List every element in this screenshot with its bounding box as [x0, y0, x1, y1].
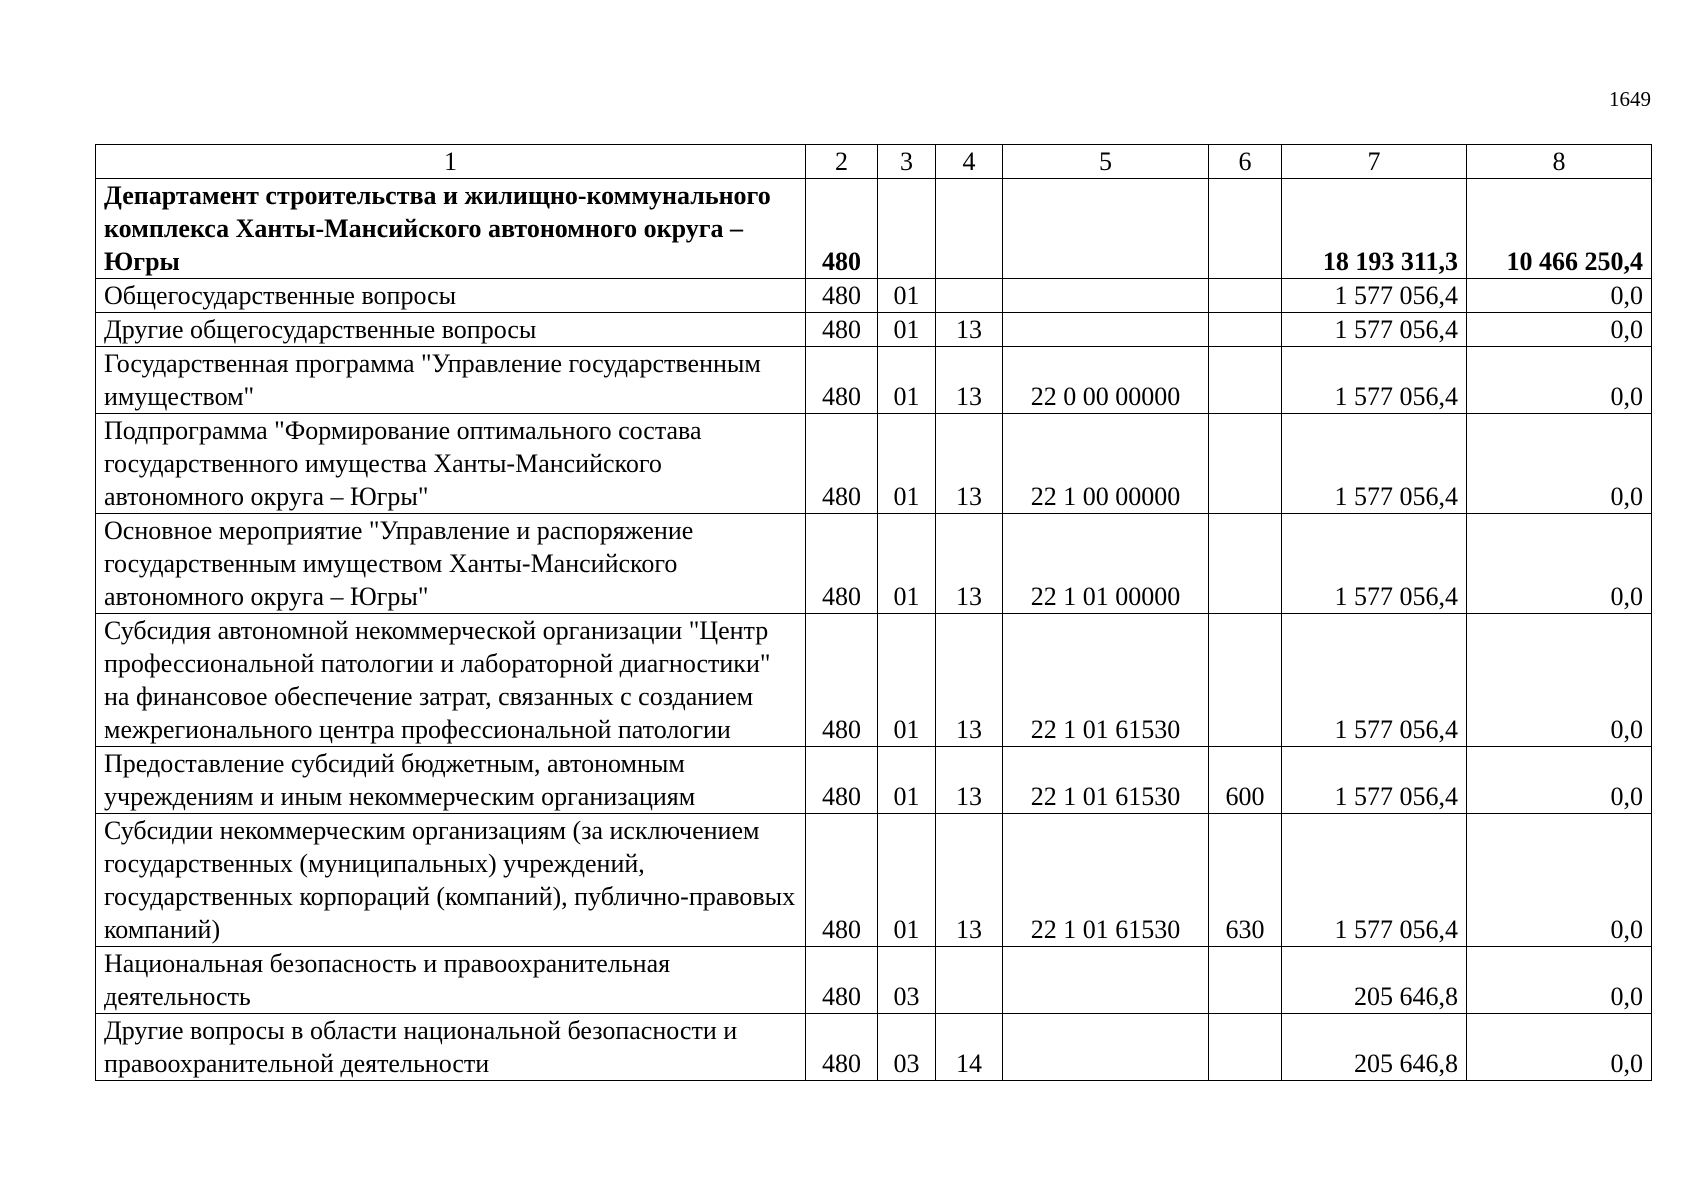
- table-header-row: [96, 145, 1652, 179]
- table-row: [96, 814, 1652, 947]
- column-header-6: 6: [1209, 145, 1282, 179]
- cell-col-3: 01: [878, 414, 936, 514]
- cell-col-2: 480: [806, 1014, 878, 1081]
- cell-col-5: [1003, 313, 1209, 347]
- row-name: Национальная безопасность и правоохранительная деятельность: [96, 947, 806, 1014]
- cell-col-8: 0,0: [1467, 279, 1652, 313]
- cell-col-6: [1209, 179, 1282, 279]
- cell-col-4: 13: [936, 614, 1003, 747]
- table-row: [96, 414, 1652, 514]
- cell-col-7: 1 577 056,4: [1282, 514, 1467, 614]
- row-name: Субсидии некоммерческим организациям (за исключением государственных (муниципальных) учреждений, государственных корпораций (компаний), публично-правовых компаний): [96, 814, 806, 947]
- cell-col-2: 480: [806, 179, 878, 279]
- cell-col-7: 1 577 056,4: [1282, 614, 1467, 747]
- row-name: Предоставление субсидий бюджетным, автономным учреждениям и иным некоммерческим организациям: [96, 747, 806, 814]
- cell-col-7: 205 646,8: [1282, 947, 1467, 1014]
- table-row: [96, 279, 1652, 313]
- cell-col-2: 480: [806, 279, 878, 313]
- cell-col-3: 01: [878, 814, 936, 947]
- column-header-2: 2: [806, 145, 878, 179]
- cell-col-6: [1209, 313, 1282, 347]
- row-name: Субсидия автономной некоммерческой организации "Центр профессиональной патологии и лабораторной диагностики" на финансовое обеспечение затрат, связанных с созданием межрегионального центра профессиональной патологии: [96, 614, 806, 747]
- budget-table: [95, 144, 1652, 1081]
- cell-col-6: 630: [1209, 814, 1282, 947]
- cell-col-7: 1 577 056,4: [1282, 814, 1467, 947]
- cell-col-7: 1 577 056,4: [1282, 747, 1467, 814]
- cell-col-8: 0,0: [1467, 947, 1652, 1014]
- table-row: [96, 747, 1652, 814]
- cell-col-6: [1209, 614, 1282, 747]
- cell-col-6: [1209, 947, 1282, 1014]
- cell-col-3: 01: [878, 347, 936, 414]
- cell-col-2: 480: [806, 614, 878, 747]
- cell-col-6: [1209, 279, 1282, 313]
- cell-col-7: 1 577 056,4: [1282, 414, 1467, 514]
- cell-col-8: 0,0: [1467, 414, 1652, 514]
- cell-col-3: 01: [878, 279, 936, 313]
- row-name: Государственная программа "Управление государственным имуществом": [96, 347, 806, 414]
- cell-col-6: [1209, 1014, 1282, 1081]
- column-header-4: 4: [936, 145, 1003, 179]
- row-name: Департамент строительства и жилищно-коммунального комплекса Ханты-Мансийского автономного округа – Югры: [96, 179, 806, 279]
- cell-col-8: 0,0: [1467, 514, 1652, 614]
- table-row: [96, 947, 1652, 1014]
- table-row: [96, 313, 1652, 347]
- cell-col-5: 22 1 01 61530: [1003, 614, 1209, 747]
- row-name: Общегосударственные вопросы: [96, 279, 806, 313]
- cell-col-8: 0,0: [1467, 313, 1652, 347]
- cell-col-3: 01: [878, 747, 936, 814]
- row-name: Другие общегосударственные вопросы: [96, 313, 806, 347]
- column-header-7: 7: [1282, 145, 1467, 179]
- cell-col-7: 1 577 056,4: [1282, 313, 1467, 347]
- cell-col-5: 22 0 00 00000: [1003, 347, 1209, 414]
- cell-col-7: 1 577 056,4: [1282, 279, 1467, 313]
- column-header-8: 8: [1467, 145, 1652, 179]
- cell-col-7: 18 193 311,3: [1282, 179, 1467, 279]
- row-name: Другие вопросы в области национальной безопасности и правоохранительной деятельности: [96, 1014, 806, 1081]
- cell-col-8: 0,0: [1467, 614, 1652, 747]
- cell-col-6: 600: [1209, 747, 1282, 814]
- cell-col-2: 480: [806, 747, 878, 814]
- cell-col-8: 0,0: [1467, 814, 1652, 947]
- cell-col-3: 01: [878, 313, 936, 347]
- cell-col-6: [1209, 514, 1282, 614]
- cell-col-5: [1003, 947, 1209, 1014]
- cell-col-2: 480: [806, 313, 878, 347]
- cell-col-2: 480: [806, 514, 878, 614]
- cell-col-4: [936, 179, 1003, 279]
- table-row: [96, 514, 1652, 614]
- cell-col-4: 13: [936, 313, 1003, 347]
- cell-col-5: [1003, 279, 1209, 313]
- table-row: [96, 179, 1652, 279]
- cell-col-5: 22 1 00 00000: [1003, 414, 1209, 514]
- cell-col-4: 13: [936, 347, 1003, 414]
- cell-col-3: 01: [878, 514, 936, 614]
- cell-col-4: 14: [936, 1014, 1003, 1081]
- cell-col-5: 22 1 01 61530: [1003, 814, 1209, 947]
- cell-col-6: [1209, 347, 1282, 414]
- cell-col-2: 480: [806, 414, 878, 514]
- cell-col-5: [1003, 179, 1209, 279]
- cell-col-6: [1209, 414, 1282, 514]
- cell-col-8: 0,0: [1467, 747, 1652, 814]
- cell-col-3: 03: [878, 1014, 936, 1081]
- cell-col-3: 01: [878, 614, 936, 747]
- cell-col-4: 13: [936, 514, 1003, 614]
- cell-col-2: 480: [806, 814, 878, 947]
- row-name: Основное мероприятие "Управление и распоряжение государственным имуществом Ханты-Мансийского автономного округа – Югры": [96, 514, 806, 614]
- cell-col-7: 1 577 056,4: [1282, 347, 1467, 414]
- column-header-1: 1: [96, 145, 806, 179]
- cell-col-5: [1003, 1014, 1209, 1081]
- page-number: 1649: [1609, 87, 1651, 111]
- cell-col-4: 13: [936, 414, 1003, 514]
- cell-col-4: [936, 279, 1003, 313]
- table-row: [96, 347, 1652, 414]
- column-header-3: 3: [878, 145, 936, 179]
- cell-col-5: 22 1 01 61530: [1003, 747, 1209, 814]
- column-header-5: 5: [1003, 145, 1209, 179]
- table-row: [96, 614, 1652, 747]
- cell-col-4: [936, 947, 1003, 1014]
- cell-col-3: [878, 179, 936, 279]
- cell-col-2: 480: [806, 947, 878, 1014]
- cell-col-2: 480: [806, 347, 878, 414]
- cell-col-4: 13: [936, 747, 1003, 814]
- cell-col-7: 205 646,8: [1282, 1014, 1467, 1081]
- table-row: [96, 1014, 1652, 1081]
- cell-col-8: 10 466 250,4: [1467, 179, 1652, 279]
- cell-col-8: 0,0: [1467, 347, 1652, 414]
- cell-col-4: 13: [936, 814, 1003, 947]
- row-name: Подпрограмма "Формирование оптимального состава государственного имущества Ханты-Мансийского автономного округа – Югры": [96, 414, 806, 514]
- cell-col-5: 22 1 01 00000: [1003, 514, 1209, 614]
- cell-col-3: 03: [878, 947, 936, 1014]
- cell-col-8: 0,0: [1467, 1014, 1652, 1081]
